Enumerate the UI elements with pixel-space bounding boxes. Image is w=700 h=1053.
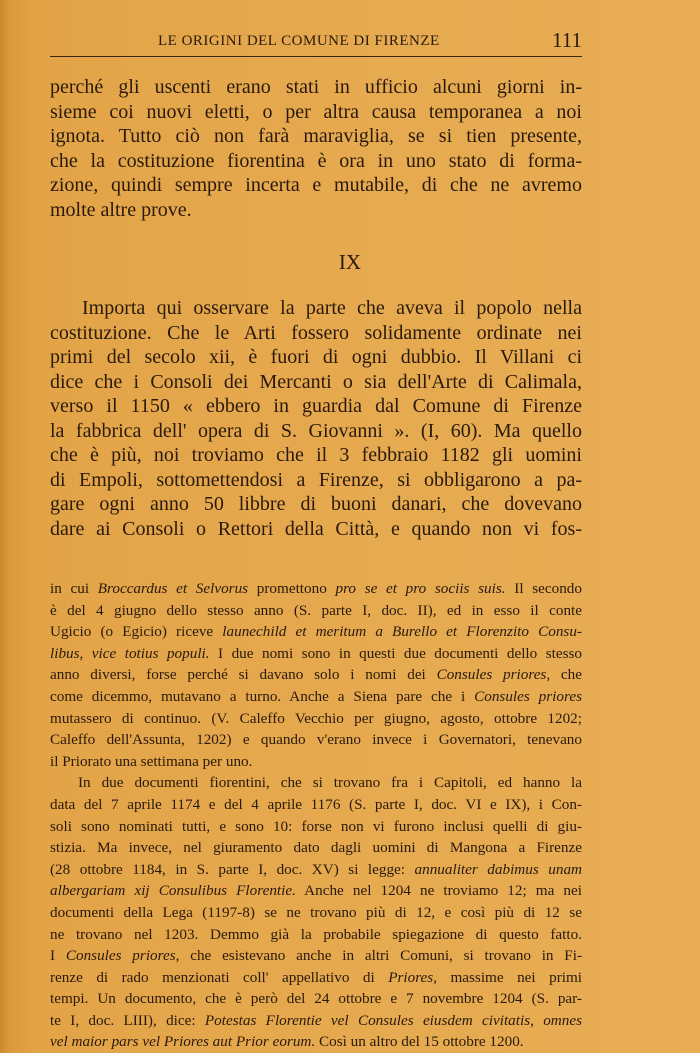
text-line: di Empoli, sottomettendosi a Firenze, si obbligarono a pa-	[50, 468, 582, 491]
text: , che	[546, 666, 583, 684]
text-line: dare ai Consoli o Rettori della Città, e quando non vi fos-	[50, 517, 582, 540]
text-line: molte altre prove.	[50, 198, 192, 221]
text-line: che è più, noi troviamo che il 3 febbraio 1182 gli uomini	[50, 444, 582, 466]
footnote-line	[50, 708, 582, 730]
page-number: 111	[552, 28, 582, 52]
footnote-line	[50, 643, 582, 665]
text: ne trovano nel 1203. Demmo già la probabile spiegazione di questo fatto.	[50, 925, 582, 943]
text: promettono	[248, 580, 336, 597]
footnote-line	[50, 751, 582, 773]
text-line: perché gli uscenti erano stati in ufficio alcuni giorni in-	[50, 76, 582, 98]
text-line: verso il 1150 « ebbero in guardia dal Comune di Firenze	[50, 395, 582, 417]
text: te I, doc. LIII), dice:	[50, 1011, 205, 1029]
text: In due documenti fiorentini, che si trovano fra i Capitoli, ed hanno la	[78, 774, 582, 792]
text: documenti della Lega (1197-8) se ne trovano più di 12, e così più di 12 se	[50, 903, 582, 921]
italic-text: Potestas Florentie vel Consules eiusdem civitatis, omnes	[204, 1011, 583, 1029]
italic-text: launechild et meritum a Burello et Florenzito Consu-	[222, 623, 582, 641]
footnote-line	[50, 859, 582, 881]
text-line: zione, quindi sempre incerta e mutabile, di che ne avremo	[50, 174, 582, 197]
italic-text: annualiter dabimus unam	[414, 860, 582, 878]
text: il Priorato una settimana per uno.	[50, 752, 253, 770]
text-line: gare ogni anno 50 libbre di buoni danari, che dovevano	[50, 493, 582, 515]
italic-text: Consules priores	[65, 947, 176, 965]
running-header	[50, 30, 582, 57]
footnote-line	[50, 816, 582, 838]
footnote-line	[50, 1031, 582, 1053]
italic-text: albergariam xij Consulibus Florentie.	[50, 882, 296, 900]
text: stizia. Ma invece, nel giuramento dato dagli uomini di Mangona a Firenze	[50, 839, 582, 857]
text: in cui	[50, 580, 98, 597]
footnotes	[50, 578, 582, 1053]
text: anno diversi, forse perché si davano solo i nomi dei	[50, 666, 437, 684]
italic-text: vel maior pars vel Priores aut Prior eorum.	[50, 1033, 316, 1051]
footnote-line	[50, 600, 582, 622]
footnote-line	[50, 686, 582, 708]
text-line: sieme coi nuovi eletti, o per altra causa temporanea a noi	[50, 100, 582, 123]
footnote-line	[50, 772, 582, 794]
text: Il secondo	[505, 580, 582, 597]
text: come dicemmo, mutavano a turno. Anche a Siena pare che i	[50, 687, 475, 705]
footnote-line	[50, 902, 582, 924]
text-line: ignota. Tutto ciò non farà maraviglia, se si tien presente,	[50, 125, 582, 148]
footnote-line	[50, 729, 582, 751]
italic-text: Priores,	[388, 968, 437, 986]
italic-text: Consules priores	[436, 666, 547, 684]
text: Caleffo dell'Assunta, 1202) e quando v'erano invece i Governatori, tenevano	[50, 731, 582, 749]
text-line: dice che i Consoli dei Mercanti o sia dell'Arte di Calimala,	[50, 370, 582, 393]
footnote-line	[50, 988, 582, 1010]
italic-text: pro se et pro sociis suis.	[335, 580, 506, 597]
text: massime nei primi	[437, 968, 582, 986]
footnote-line	[50, 967, 582, 989]
footnote-line	[50, 578, 582, 600]
text-line: Importa qui osservare la parte che aveva il popolo nella	[82, 297, 582, 319]
running-title: LE ORIGINI DEL COMUNE DI FIRENZE	[158, 33, 440, 49]
text: data del 7 aprile 1174 e del 4 aprile 1176 (S. parte I, doc. VI e IX), i Con-	[50, 795, 582, 813]
text-line: primi del secolo xii, è fuori di ogni dubbio. Il Villani ci	[50, 346, 582, 368]
text: è del 4 giugno dello stesso anno (S. parte I, doc. II), ed in esso il conte	[50, 601, 582, 619]
text: soli sono nominati tutti, e sono 10: forse non vi furono inclusi quelli di giu-	[50, 817, 582, 835]
footnote-line	[50, 945, 582, 967]
italic-text: Consules priores	[474, 687, 582, 705]
text: renze di rado menzionati coll' appellativo di	[50, 968, 389, 986]
text: Ugicio (o Egicio) riceve	[50, 623, 223, 641]
paragraph-continued	[50, 75, 582, 223]
footnote-line	[50, 621, 582, 643]
text: Così un altro del 15 ottobre 1200.	[315, 1033, 524, 1051]
footnote-line	[50, 1010, 582, 1032]
footnote-line	[50, 664, 582, 686]
text-line: costituzione. Che le Arti fossero solidamente ordinate nei	[50, 321, 582, 344]
text: I	[50, 947, 66, 965]
section-heading: IX	[338, 250, 362, 274]
text: Anche nel 1204 ne troviamo 12; ma nei	[295, 882, 582, 900]
text: , che esistevano anche in altri Comuni, si trovano in Fi-	[175, 947, 583, 965]
footnote-line	[50, 794, 582, 816]
text: mutassero di continuo. (V. Caleffo Vecchio per giugno, agosto, ottobre 1202;	[50, 709, 582, 727]
italic-text: libus, vice totius populi.	[50, 644, 210, 662]
text: (28 ottobre 1184, in S. parte I, doc. XV) si legge:	[50, 860, 415, 878]
italic-text: Broccardus et Selvorus	[97, 580, 249, 597]
footnote-line	[50, 837, 582, 859]
text: tempi. Un documento, che è però del 24 ottobre e 7 novembre 1204 (S. par-	[50, 990, 582, 1008]
paragraph-section-ix	[50, 296, 582, 541]
text-line: che la costituzione fiorentina è ora in uno stato di forma-	[50, 149, 582, 172]
footnote-line	[50, 924, 582, 946]
text-line: la fabbrica dell' opera di S. Giovanni ». (I, 60). Ma quello	[50, 419, 582, 442]
footnote-line	[50, 880, 582, 902]
text: I due nomi sono in questi due documenti dello stesso	[209, 644, 582, 662]
